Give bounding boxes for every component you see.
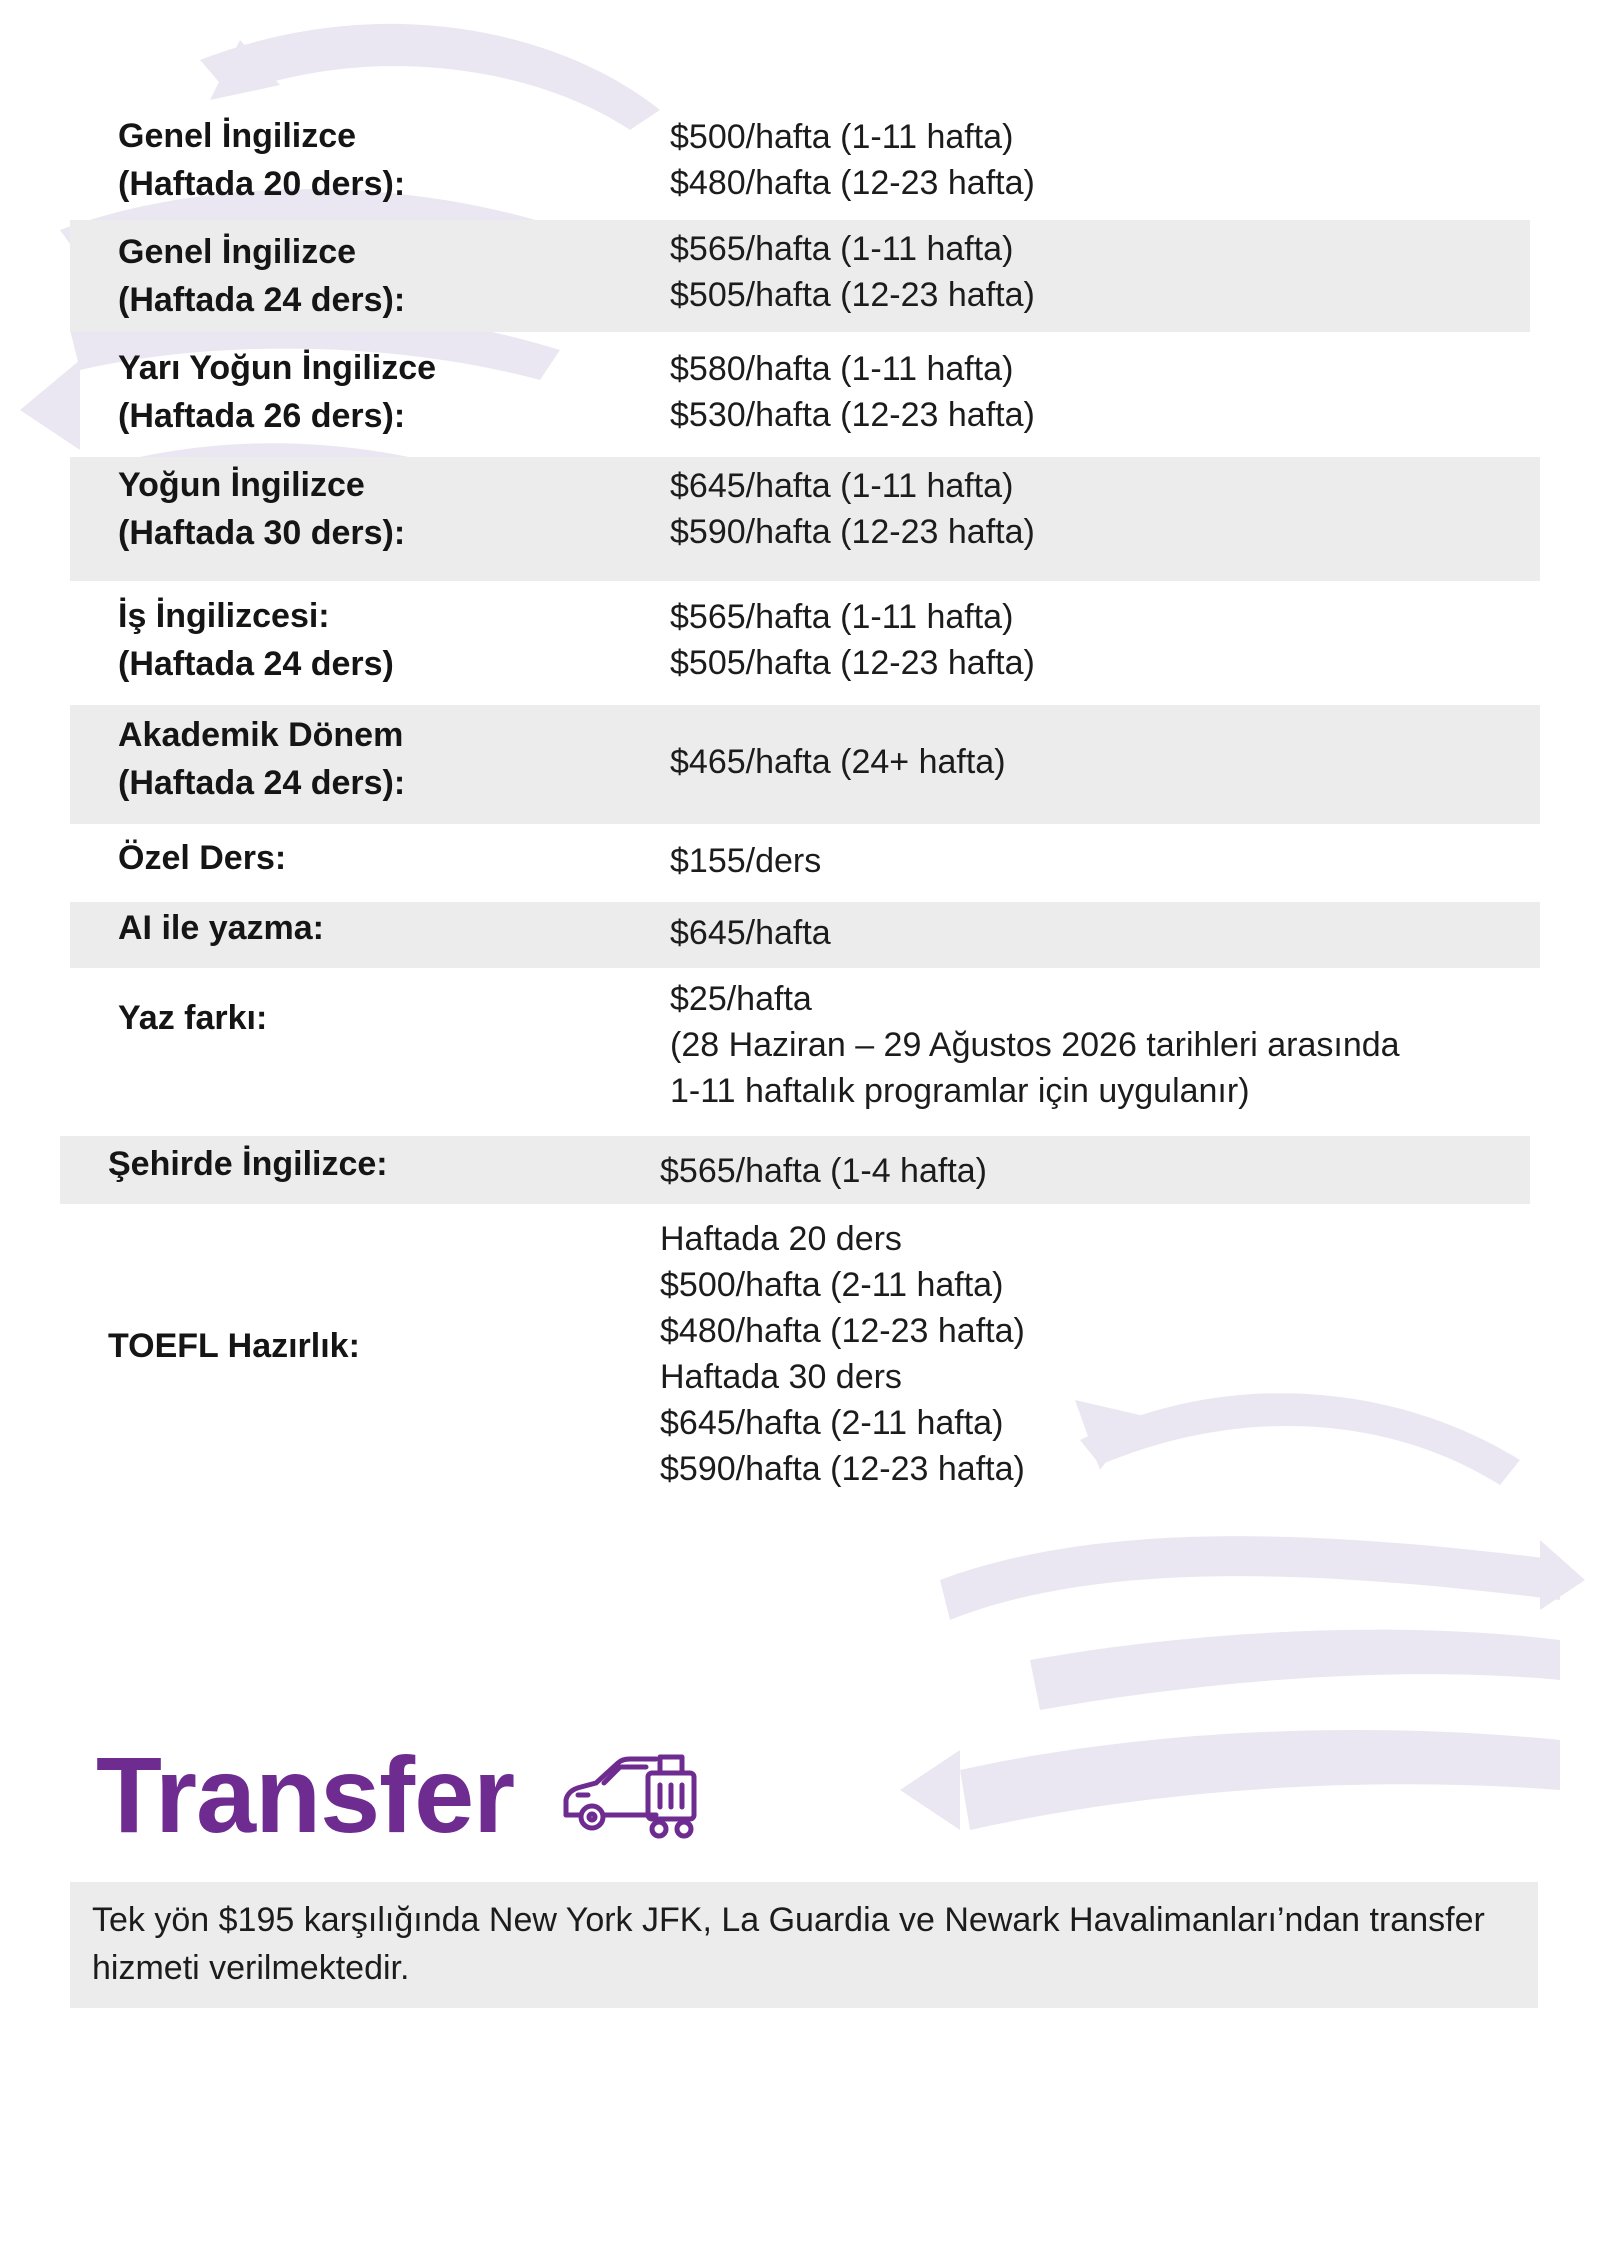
course-label: Yoğun İngilizce (Haftada 30 ders): [118,466,406,552]
price-row-toefl [60,1216,1520,1506]
price-row-general-20 [70,110,1530,220]
course-price: $25/hafta (28 Haziran – 29 Ağustos 2026 tarihleri arasında 1-11 haftalık programlar için uygulanır) [670,980,1400,1110]
price-row-semi-intensive [70,340,1530,450]
course-label: Özel Ders: [118,839,287,877]
price-row-general-24 [70,220,1530,332]
price-row-english-in-city [60,1136,1530,1204]
course-price: $580/hafta (1-11 hafta) $530/hafta (12-23 hafta) [670,350,1035,434]
course-label: Yarı Yoğun İngilizce (Haftada 26 ders): [118,349,437,435]
course-price: $465/hafta (24+ hafta) [670,743,1006,781]
course-price: $155/ders [670,842,822,880]
car-with-luggage-icon [556,1745,706,1845]
transfer-heading: Transfer [96,1734,515,1855]
course-label: Akademik Dönem (Haftada 24 ders): [118,716,406,802]
price-row-summer-supplement [70,978,1530,1118]
course-price: $565/hafta (1-11 hafta) $505/hafta (12-23 hafta) [670,230,1035,314]
price-row-academic [70,705,1540,824]
course-label: TOEFL Hazırlık: [108,1327,360,1365]
course-label: Genel İngilizce (Haftada 24 ders): [118,233,406,319]
transfer-description: Tek yön $195 karşılığında New York JFK, La Guardia ve Newark Havalimanları’ndan transfer hizmeti verilmektedir. [92,1901,1485,1987]
course-price: Haftada 20 ders $500/hafta (2-11 hafta) $480/hafta (12-23 hafta) Haftada 30 ders $645/hafta (2-11 hafta) $590/hafta (12-23 hafta) [660,1220,1025,1488]
price-row-private [70,834,1530,898]
course-label: İş İngilizcesi: (Haftada 24 ders) [118,597,394,683]
course-label: Yaz farkı: [118,999,268,1037]
price-row-ai-writing [70,902,1540,968]
transfer-info-box [70,1882,1538,2008]
course-price: $645/hafta [670,914,831,952]
course-price: $645/hafta (1-11 hafta) $590/hafta (12-23 hafta) [670,467,1035,551]
course-price: $565/hafta (1-4 hafta) [660,1152,988,1190]
course-price: $500/hafta (1-11 hafta) $480/hafta (12-23 hafta) [670,118,1035,202]
course-label: AI ile yazma: [118,909,324,947]
price-row-intensive [70,457,1540,581]
course-price: $565/hafta (1-11 hafta) $505/hafta (12-23 hafta) [670,598,1035,682]
price-row-business [70,590,1530,700]
course-label: Genel İngilizce (Haftada 20 ders): [118,117,406,203]
course-label: Şehirde İngilizce: [108,1145,388,1183]
